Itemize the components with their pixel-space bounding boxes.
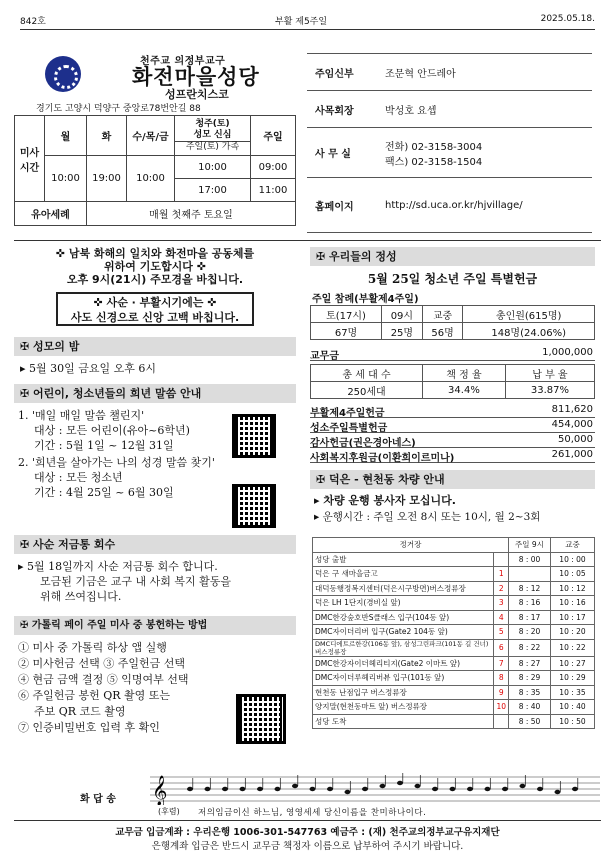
prayer-line-1: ✜ 남북 화해의 일치와 화전마을 공동체를: [55, 247, 255, 260]
mass-sun-time-2: 11:00: [251, 179, 296, 202]
office-fund-label: 교무금: [310, 351, 339, 362]
bus-cell-n: [494, 552, 509, 567]
pay-step-7: ⑦ 인증비밀번호 입력 후 확인: [18, 721, 160, 734]
music-note: [345, 790, 351, 794]
bus-cell-b: 10 : 17: [551, 610, 595, 625]
att-val-main: 56명: [422, 323, 463, 340]
offering-row-1: [310, 404, 595, 418]
music-note: [380, 784, 386, 788]
section-devotion: ✠ 우리들의 정성: [310, 247, 595, 266]
mass-time-label: 미사 시간: [15, 116, 45, 202]
bus-head-9: 주일 9시: [509, 538, 551, 553]
bus-row: [313, 552, 595, 567]
bus-cell-a: 8 : 27: [509, 656, 551, 671]
homepage-url[interactable]: http://sd.uca.or.kr/hjvillage/: [377, 178, 592, 233]
music-note: [362, 787, 368, 791]
offering-value-4: 261,000: [551, 449, 593, 460]
music-note: [520, 784, 526, 788]
top-bar: [20, 14, 595, 30]
music-note: [292, 784, 298, 788]
bus-volunteer-notice: ▸ 차량 운행 봉사자 모십니다.: [314, 494, 456, 507]
music-note: [240, 787, 246, 791]
mass-day-sat: [175, 116, 251, 156]
prayer-line-3: 오후 9시(21시) 주모경을 바칩니다.: [66, 273, 244, 286]
bible-item-1-period: 기간 : 5월 1일 ~ 12월 31일: [34, 439, 174, 452]
special-offering-title: 5월 25일 청소년 주일 특별헌금: [367, 272, 538, 286]
bus-cell-name: 덕은 LH 1단지(경비실 앞): [313, 596, 494, 611]
section-catholic-pay: ✠ 가톨릭 페이 주일 미사 중 봉헌하는 방법: [14, 616, 296, 635]
music-note: [397, 781, 403, 785]
bus-row: [313, 625, 595, 640]
bus-cell-a: 8 : 35: [509, 685, 551, 700]
creed-line-2: 사도 신경으로 신앙 고백 바칩니다.: [70, 311, 240, 324]
bus-cell-b: 10 : 00: [551, 552, 595, 567]
parish-name: 화전마을성당: [132, 65, 260, 89]
parish-logo-icon: [45, 56, 81, 92]
bus-cell-n: 10: [494, 700, 509, 715]
music-note: [450, 787, 456, 791]
footer-note: 은행계좌 입금은 반드시 교무금 책정자 이름으로 납부하여 주시기 바랍니다.: [151, 841, 464, 852]
bus-cell-a: 8 : 17: [509, 610, 551, 625]
mass-sat-time-2: 17:00: [175, 179, 251, 202]
section-bible-guide: ✠ 어린이, 청소년들의 희년 말씀 안내: [14, 384, 296, 403]
mass-day-wedfri: 수/목/금: [127, 116, 175, 156]
infant-baptism-label: 유아세례: [15, 202, 87, 226]
bus-row: [313, 581, 595, 596]
bus-cell-a: 8 : 16: [509, 596, 551, 611]
footer-account: 교무금 입금계좌 : 우리은행 1006-301-547763 예금주 : (재) 천주교의정부교구유지재단: [115, 827, 500, 838]
bus-cell-name: 현천동 난점입구 버스정류장: [313, 685, 494, 700]
infant-baptism-value: 매월 첫째주 토요일: [87, 202, 296, 226]
music-note: [485, 787, 491, 791]
section-lent-box: ✠ 사순 저금통 회수: [14, 535, 296, 554]
bus-cell-name: DMC자이더루헤리버뷰 입구(101동 앞): [313, 671, 494, 686]
issue-date: 2025.05.18.: [540, 14, 595, 24]
mass-tue-time: 19:00: [87, 156, 127, 202]
header-divider: [14, 240, 601, 241]
bus-cell-a: [509, 567, 551, 582]
qr-code-offering-icon[interactable]: [236, 694, 286, 744]
council-chair-label: 사목회장: [307, 91, 377, 128]
bus-stop-table: [312, 537, 595, 729]
bus-head-main: 교중: [551, 538, 595, 553]
mass-schedule-table: [14, 115, 296, 226]
bus-cell-a: 8 : 22: [509, 639, 551, 656]
tithe-val-households: 250세대: [311, 382, 423, 399]
offering-label-4: 사회복지후원금(이환희이르미나): [310, 453, 455, 464]
bus-cell-n: [494, 714, 509, 729]
bus-cell-name: 성당 출발: [313, 552, 494, 567]
qr-code-challenge-icon[interactable]: [232, 414, 276, 458]
bus-cell-a: 8 : 12: [509, 581, 551, 596]
mass-sat-time-1: 10:00: [175, 156, 251, 179]
offering-row-3: [310, 434, 595, 448]
bus-cell-b: 10 : 50: [551, 714, 595, 729]
music-note: [415, 784, 421, 788]
parish-address: 경기도 고양시 덕양구 중앙로78번안길 88: [36, 104, 201, 114]
response-text: 저의임금이신 하느님, 영영세세 당신이름을 찬미하나이다.: [198, 808, 427, 818]
pay-step-6b: 주보 QR 코드 촬영: [34, 705, 126, 718]
pastor-name: 조문혁 안드레아: [377, 54, 592, 91]
office-fund-value: 1,000,000: [542, 347, 593, 358]
bus-cell-name: DMC디에트르한강(106동 앞), 삼성그린파크(101동 길 건너) 버스정류장: [313, 639, 494, 656]
bus-row: [313, 639, 595, 656]
pastor-label: 주임신부: [307, 54, 377, 91]
bible-item-2: 2. '희년을 살아가는 나의 성경 말씀 찾기': [18, 456, 215, 469]
bus-cell-b: 10 : 16: [551, 596, 595, 611]
attendance-table: [310, 305, 595, 340]
bus-row: [313, 685, 595, 700]
attendance-label: 주일 참례(부활제4주일): [312, 294, 419, 305]
bus-cell-b: 10 : 12: [551, 581, 595, 596]
top-divider: [20, 29, 595, 30]
bible-item-1: 1. '매일 매일 말씀 챌린지': [18, 409, 145, 422]
music-note: [502, 787, 508, 791]
bus-cell-n: 4: [494, 610, 509, 625]
creed-line-1: ✜ 사순 · 부활시기에는 ✜: [93, 296, 217, 309]
tithe-val-rate: 34.4%: [423, 382, 506, 399]
bus-cell-b: 10 : 27: [551, 656, 595, 671]
bus-row: [313, 596, 595, 611]
response-psalm-score: [150, 773, 600, 805]
footer-divider: [14, 820, 601, 821]
sat-head-2: 성모 신심: [193, 129, 232, 140]
lent-line-2: 모금된 기금은 교구 내 사회 복지 활동을: [40, 575, 231, 588]
section-mary-night: ✠ 성모의 밤: [14, 337, 296, 356]
bible-item-2-period: 기간 : 4월 25일 ~ 6월 30일: [34, 486, 174, 499]
bus-cell-name: 덕은 구 새마을금고: [313, 567, 494, 582]
music-note: [467, 787, 473, 791]
bus-cell-n: 1: [494, 567, 509, 582]
response-who: (후렴): [158, 807, 180, 816]
office-contacts: [377, 128, 592, 178]
prayer-notice: [14, 247, 296, 286]
bus-cell-b: 10 : 29: [551, 671, 595, 686]
section-bus-guide: ✠ 덕은 - 현천동 차량 안내: [310, 470, 595, 489]
music-note: [555, 790, 561, 794]
offering-row-4: [310, 449, 595, 463]
att-head-sat: 토(17시): [311, 306, 382, 323]
bus-cell-n: 2: [494, 581, 509, 596]
att-val-sat: 67명: [311, 323, 382, 340]
office-fund-row: [310, 347, 595, 361]
bus-cell-b: 10 : 40: [551, 700, 595, 715]
bus-cell-a: 8 : 50: [509, 714, 551, 729]
bus-cell-name: 양지말(현천동마트 앞) 버스정류장: [313, 700, 494, 715]
music-note: [257, 787, 263, 791]
att-head-total: 총인원(615명): [463, 306, 595, 323]
sat-head-1: 청주(토): [195, 118, 230, 129]
bus-cell-n: 6: [494, 639, 509, 656]
bus-row: [313, 567, 595, 582]
music-note: [222, 787, 228, 791]
bus-cell-b: 10 : 22: [551, 639, 595, 656]
mass-day-sun: 주일: [251, 116, 296, 156]
lent-box-body: [18, 559, 303, 604]
mass-mon-time: 10:00: [45, 156, 87, 202]
lent-line-1: ▸ 5월 18일까지 사순 저금통 회수 합니다.: [18, 560, 218, 573]
bus-cell-a: 8 : 29: [509, 671, 551, 686]
pay-step-1: ① 미사 중 가톨릭 하상 앱 실행: [18, 641, 167, 654]
music-note: [537, 787, 543, 791]
tithe-table: [310, 364, 595, 399]
bus-row: [313, 714, 595, 729]
bus-cell-b: 10 : 35: [551, 685, 595, 700]
bus-row: [313, 610, 595, 625]
bus-cell-name: 대덕동행정복지센터(덕은시구방면)버스정류장: [313, 581, 494, 596]
lent-line-3: 위해 쓰여집니다.: [40, 590, 122, 603]
office-label: 사 무 실: [307, 128, 377, 178]
pay-step-2-3: ② 미사헌금 선택 ③ 주일헌금 선택: [18, 657, 185, 670]
issue-number: 842호: [20, 17, 46, 27]
tithe-head-households: 총 세 대 수: [311, 365, 423, 382]
bus-schedule-notice: ▸ 운행시간 : 주일 오전 8시 또는 10시, 월 2~3회: [314, 511, 541, 523]
bus-head-stop: 정거장: [313, 538, 509, 553]
diocese-name: 천주교 의정부교구: [140, 56, 226, 67]
mass-day-mon: 월: [45, 116, 87, 156]
bus-cell-n: 7: [494, 656, 509, 671]
music-note: [275, 787, 281, 791]
bus-cell-name: DMC한강숲호반S클래스 입구(104동 앞): [313, 610, 494, 625]
offering-value-3: 50,000: [558, 434, 593, 445]
treble-clef-icon: 𝄞: [152, 776, 168, 805]
creed-box: [56, 292, 254, 326]
bus-row: [313, 671, 595, 686]
pay-step-6: ⑥ 주일헌금 봉헌 QR 촬영 또는: [18, 689, 171, 702]
bus-cell-n: 9: [494, 685, 509, 700]
music-note: [205, 787, 211, 791]
bus-cell-n: 8: [494, 671, 509, 686]
tithe-head-paid: 납 부 율: [505, 365, 594, 382]
tithe-head-rate: 책 정 율: [423, 365, 506, 382]
parish-patron: 성프란치스코: [165, 88, 229, 101]
att-val-total: 148명(24.06%): [463, 323, 595, 340]
bible-item-2-target: 대상 : 모든 청소년: [34, 471, 123, 484]
qr-code-bible-search-icon[interactable]: [232, 484, 276, 528]
music-note: [187, 787, 193, 791]
bus-cell-a: 8 : 20: [509, 625, 551, 640]
tithe-val-paid: 33.87%: [505, 382, 594, 399]
bus-cell-a: 8 : 40: [509, 700, 551, 715]
music-note: [327, 787, 333, 791]
bus-row: [313, 700, 595, 715]
offering-label-2: 성소주일특별헌금: [310, 423, 388, 434]
offering-label-3: 감사헌금(권은경아네스): [310, 438, 416, 449]
liturgical-week: 부활 제5주일: [275, 17, 328, 27]
response-psalm-label: 화 답 송: [80, 794, 116, 805]
mary-night-detail: ▸ 5월 30일 금요일 오후 6시: [20, 362, 157, 375]
council-chair-name: 박성호 요셉: [377, 91, 592, 128]
att-head-main: 교중: [422, 306, 463, 323]
mass-wedfri-time: 10:00: [127, 156, 175, 202]
offering-value-1: 811,620: [551, 404, 593, 415]
offering-row-2: [310, 419, 595, 433]
sat-head-3: 주일(토) 가족: [175, 141, 250, 153]
bus-cell-a: 8 : 00: [509, 552, 551, 567]
bus-cell-name: DMC자이더리버 입구(Gate2 104동 앞): [313, 625, 494, 640]
bus-row: [313, 656, 595, 671]
prayer-line-2: 위하여 기도합시다 ✜: [104, 260, 206, 273]
att-head-9: 09시: [382, 306, 423, 323]
homepage-label: 홈페이지: [307, 178, 377, 233]
offering-value-2: 454,000: [551, 419, 593, 430]
catholic-pay-steps: [18, 640, 258, 736]
att-val-9: 25명: [382, 323, 423, 340]
music-note: [432, 787, 438, 791]
mass-day-tue: 화: [87, 116, 127, 156]
music-note: [310, 787, 316, 791]
bible-item-1-target: 대상 : 모든 어린이(유아~6학년): [34, 424, 190, 437]
bus-cell-n: 5: [494, 625, 509, 640]
bus-cell-n: 3: [494, 596, 509, 611]
mass-sun-time-1: 09:00: [251, 156, 296, 179]
bus-cell-b: 10 : 05: [551, 567, 595, 582]
office-phone: 전화) 02-3158-3004: [385, 141, 483, 153]
parish-info-table: [307, 53, 592, 233]
bus-cell-name: 성당 도착: [313, 714, 494, 729]
office-fax: 팩스) 02-3158-1504: [385, 156, 483, 168]
pay-step-4-5: ④ 현금 금액 결정 ⑤ 익명여부 선택: [18, 673, 189, 686]
bus-cell-name: DMC한강자이더헤리티지(Gate2 이마트 앞): [313, 656, 494, 671]
music-note: [572, 787, 578, 791]
offering-label-1: 부활제4주일헌금: [310, 408, 385, 419]
bus-cell-b: 10 : 20: [551, 625, 595, 640]
